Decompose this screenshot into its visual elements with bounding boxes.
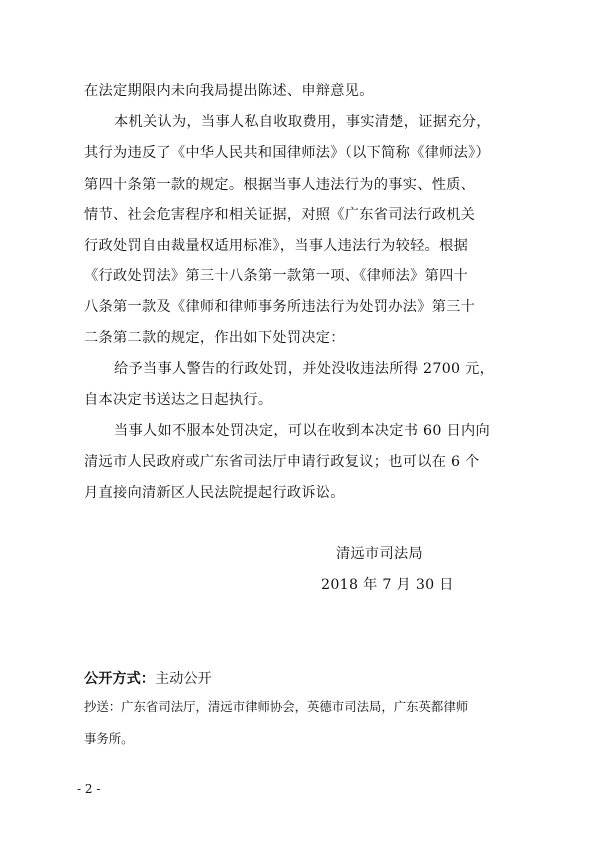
signature-date: 2018 年 7 月 30 日 — [321, 577, 454, 593]
signature-org: 清远市司法局 — [336, 546, 423, 562]
cc-line: 事务所。 — [84, 731, 134, 746]
body-line: 本机关认为，当事人私自收取费用，事实清楚，证据充分， — [114, 114, 491, 130]
body-line: 《行政处罚法》第三十八条第一款第一项、《律师法》第四十 — [84, 268, 469, 284]
body-line: 当事人如不服本处罚决定，可以在收到本决定书 60 日内向 — [114, 423, 490, 439]
disclosure-value: 主动公开 — [154, 671, 212, 687]
cc-line: 抄送：广东省司法厅，清远市律师协会，英德市司法局，广东英都律师 — [84, 699, 469, 714]
body-line: 其行为违反了《中华人民共和国律师法》（以下简称《律师法》） — [84, 145, 490, 161]
page-number: - 2 - — [77, 782, 101, 796]
body-line: 在法定期限内未向我局提出陈述、申辩意见。 — [84, 83, 374, 99]
body-line: 行政处罚自由裁量权适用标准》，当事人违法行为较轻。根据 — [84, 238, 469, 254]
body-line: 八条第一款及《律师和律师事务所违法行为处罚办法》第三十 — [84, 299, 476, 315]
disclosure-method — [84, 670, 212, 688]
body-line: 情节、社会危害程序和相关证据，对照《广东省司法行政机关 — [84, 207, 476, 223]
body-line: 清远市人民政府或广东省司法厅申请行政复议；也可以在 6 个 — [84, 454, 480, 470]
disclosure-label: 公开方式： — [84, 671, 155, 687]
body-line: 自本决定书送达之日起执行。 — [84, 392, 273, 408]
body-line: 月直接向清新区人民法院提起行政诉讼。 — [84, 485, 345, 501]
body-line: 第四十条第一款的规定。根据当事人违法行为的事实、性质、 — [84, 177, 476, 193]
body-line: 二条第二款的规定，作出如下处罚决定： — [84, 330, 345, 346]
body-line: 给予当事人警告的行政处罚，并处没收违法所得 2700 元， — [114, 361, 495, 377]
